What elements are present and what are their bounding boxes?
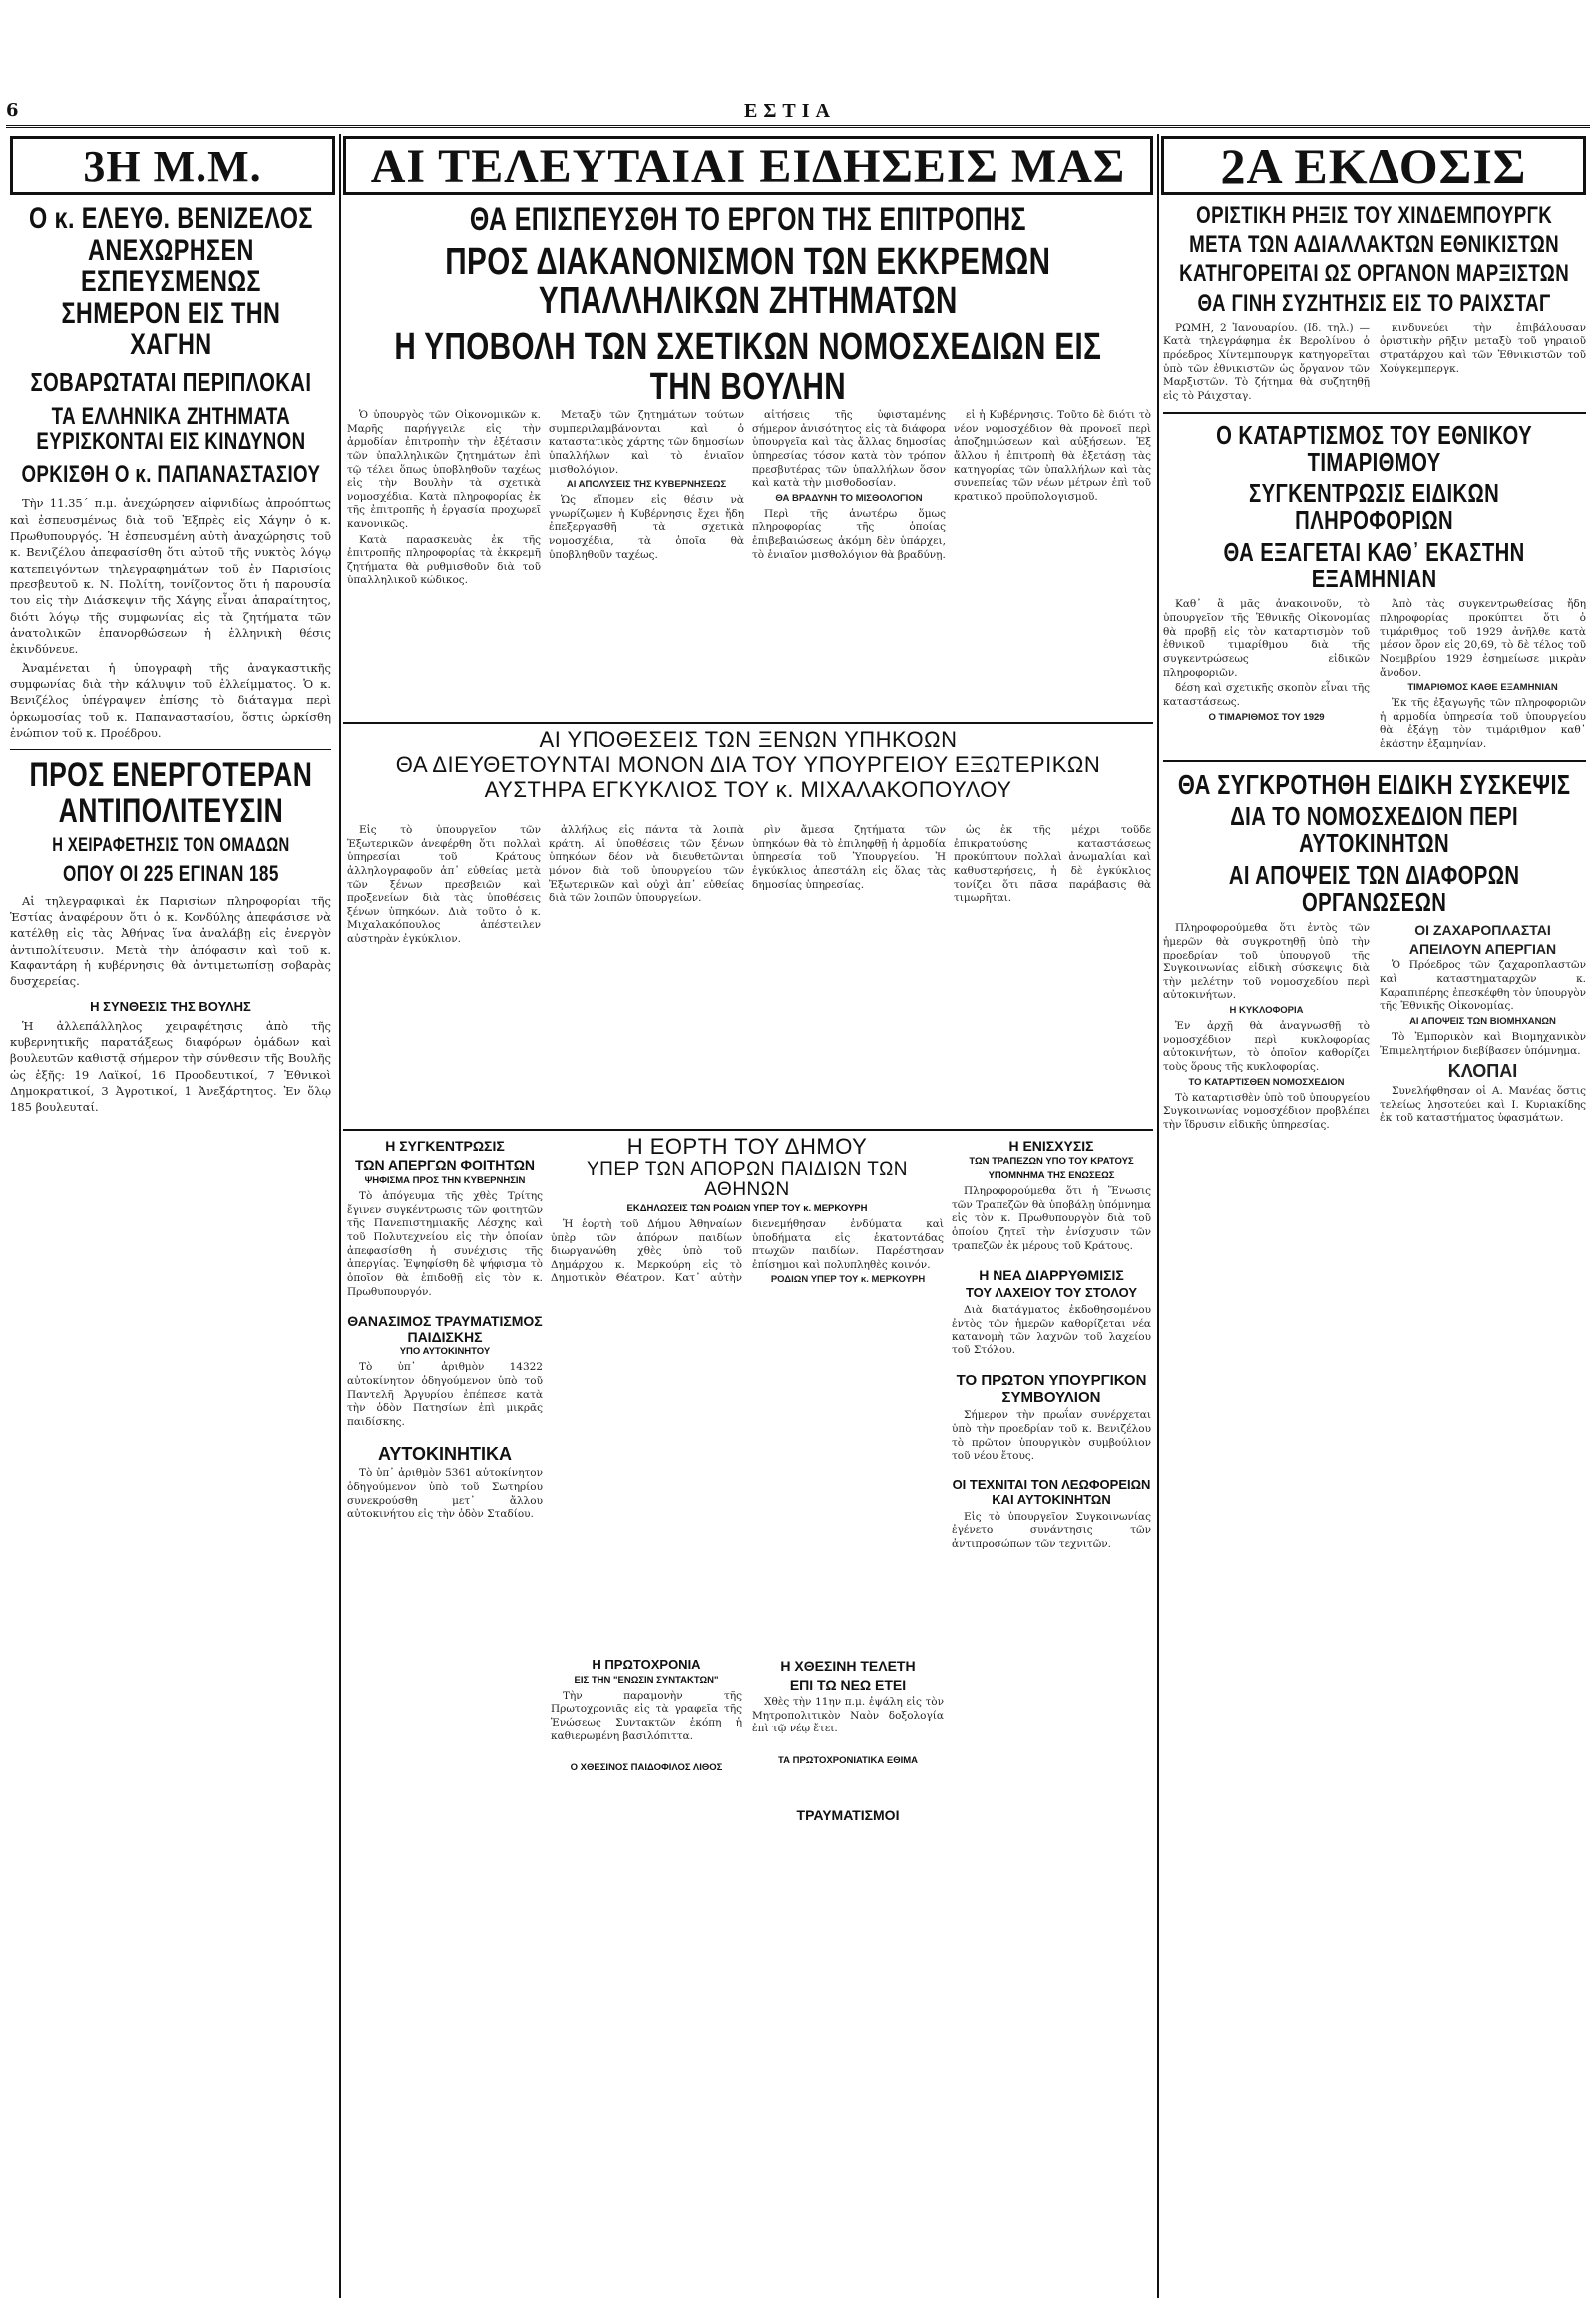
section-subheading: ΤΙΜΑΡΙΘΜΟΣ ΚΑΘΕ ΕΞΑΜΗΝΙΑΝ [1407,682,1558,694]
article-paragraph: Τὸ ὑπ᾽ ἀριθμὸν 5361 αὐτοκίνητον ὁδηγούμενον ὑπὸ τοῦ Σωτηρίου συνεκρούσθη μετ᾽ ἄλλου αὐτοκινήτου εἰς τὴν ὁδὸν Σταδίου. [347,1467,543,1521]
article-headline: ΣΥΓΚΕΝΤΡΩΣΙΣ ΕΙΔΙΚΩΝ ΠΛΗΡΟΦΟΡΙΩΝ [1249,478,1500,536]
section-subheading: ΕΚΔΗΛΩΣΕΙΣ ΤΩΝ ΡΟΔΙΩΝ ΥΠΕΡ ΤΟΥ κ. ΜΕΡΚΟΥΡΗ [626,1202,868,1214]
section-subheading: ΑΙ ΑΠΟΨΕΙΣ ΤΩΝ ΒΙΟΜΗΧΑΝΩΝ [1409,1016,1556,1028]
lower-column-b [551,1135,944,2288]
section-subheading: Η ΚΥΚΛΟΦΟΡΙΑ [1229,1005,1304,1017]
article-headline: ΑΙ ΑΠΟΨΕΙΣ ΤΩΝ ΔΙΑΦΟΡΩΝ ΟΡΓΑΝΩΣΕΩΝ [1229,859,1520,917]
article-headline: ΥΠΕΡ ΤΩΝ ΑΠΟΡΩΝ ΠΑΙΔΙΩΝ ΤΩΝ ΑΘΗΝΩΝ [587,1159,908,1201]
page-number: 6 [6,100,19,121]
article-paragraph: Τὴν 11.35΄ π.μ. ἀνεχώρησεν αἰφνιδίως ἀπροόπτως καὶ ἐσπευσμένως διὰ τοῦ Ἐξπρὲς εἰς Χάγην ὁ κ. Πρωθυπουργός. Ἡ ἐσπευσμένη αὐτὴ ἀναχώρησις τοῦ κ. Βενιζέλου ἀπεφασίσθη ὅτι αὐτοῦ τῆς νυκτὸς λόγῳ κατεπειγόντων τηλεγραφημάτων τοῦ ἐν Παρισίοις πρεσβευτοῦ κ. Ν. Πολίτη, τονίζοντος ὅτι ἡ παρουσία του εἰς τὴν Διάσκεψιν τῆς Χάγης εἶναι ἀπαραίτητος, διότι λόγῳ τῆς συμφωνίας εἰς τὰ ζητήματα τῶν ἀνατολικῶν ἐπανορθώσεων ἡ ἑλληνικὴ θέσις ἐκινδύνευε. [10,496,331,657]
article-headline: ΚΑΤΗΓΟΡΕΙΤΑΙ ΩΣ ΟΡΓΑΝΟΝ ΜΑΡΞΙΣΤΩΝ [1179,260,1570,288]
article-headline: Η ΕΝΙΣΧΥΣΙΣ [1008,1138,1094,1154]
article-headline: Ο ΧΘΕΣΙΝΟΣ ΠΑΙΔΟΦΙΛΟΣ ΛΙΘΟΣ [570,1762,723,1774]
paper-name: ΕΣΤΙΑ [744,100,836,122]
article-headline: ΘΑΝΑΣΙΜΟΣ ΤΡΑΥΜΑΤΙΣΜΟΣ ΠΑΙΔΙΣΚΗΣ [347,1313,543,1345]
center-subcolumn-4 [954,409,1151,718]
article-paragraph: Ἐκ τῆς ἐξαγωγῆς τῶν πληροφοριῶν ἡ ἀρμοδία ὑπηρεσία τοῦ ὑπουργείου θὰ ἐξάγῃ τὸν τιμάριθμον καθ᾽ ἑκάστην ἑξαμηνίαν. [1380,697,1586,751]
foreign-subjects-headlines [345,728,1151,818]
article-headline: ΠΡΟΣ ΕΝΕΡΓΟΤΕΡΑΝ ΑΝΤΙΠΟΛΙΤΕΥΣΙΝ [29,756,312,830]
foreign-subcolumn-2 [549,824,744,1123]
article-paragraph: ἀλλήλως εἰς πάντα τὰ λοιπὰ κράτη. Αἱ ὑποθέσεις τῶν ξένων ὑπηκόων δέον νὰ διευθετῶνται μόνον διὰ τοῦ ὑπουργείου τῶν Ἐξωτερικῶν καὶ οὐχὶ ἀπ᾽ εὐθείας διὰ τῶν λοιπῶν ὑπουργείων. [549,824,744,905]
article-headline: ΟΡΙΣΤΙΚΗ ΡΗΞΙΣ ΤΟΥ ΧΙΝΔΕΜΠΟΥΡΓΚ [1196,203,1553,229]
article-paragraph: ΡΩΜΗ, 2 Ἰανουαρίου. (Ιδ. τηλ.) — Κατὰ τηλεγράφημα ἐκ Βερολίνου ὁ πρόεδρος Χίντεμπουργκ κατηγορεῖται ὑπὸ τῶν ἐθνικιστῶν ὡς ὄργανον τῶν Μαρξιστῶν. Τὸ ζήτημα θὰ συζητηθῇ εἰς τὸ Ράιχσταγ. [1163,321,1370,402]
column-rule [339,134,341,2298]
section-subheading: ΤΟ ΚΑΤΑΡΤΙΣΘΕΝ ΝΟΜΟΣΧΕΔΙΟΝ [1188,1076,1345,1088]
article-paragraph: Ἀπὸ τὰς συγκεντρωθείσας ἤδη πληροφορίας προκύπτει ὅτι ὁ τιμάριθμος τοῦ 1929 ἀνῆλθε κατὰ μέσον ὅρον εἰς 20,69, τὸ δὲ τέλος τοῦ Νοεμβρίου 1929 ἐσημείωσε μικρὰν ἄνοδον. [1380,598,1586,679]
article-headline: ΑΙ ΥΠΟΘΕΣΕΙΣ ΤΩΝ ΞΕΝΩΝ ΥΠΗΚΟΩΝ [539,728,958,752]
section-subheading: Ο ΤΙΜΑΡΙΘΜΟΣ ΤΟΥ 1929 [1208,711,1325,723]
article-paragraph: Πληροφορούμεθα ὅτι ἡ Ἕνωσις τῶν Τραπεζῶν θὰ ὑποβάλῃ ὑπόμνημα εἰς τὸν κ. Πρωθυπουργὸν διὰ τοῦ ὁποίου ζητεῖ τὴν ἐνίσχυσιν τῶν τραπεζῶν ἐκ μέρους τοῦ Κράτους. [952,1184,1151,1252]
column-rule [1157,134,1159,2298]
main-headline: ΘΑ ΕΠΙΣΠΕΥΣΘΗ ΤΟ ΕΡΓΟΝ ΤΗΣ ΕΠΙΤΡΟΠΗΣ [470,203,1026,237]
article-paragraph: κινδυνεύει τὴν ἐπιβάλουσαν ὁριστικὴν ρῆξιν μεταξὺ τοῦ γηραιοῦ στρατάρχου καὶ τῶν Ἐθνικιστῶν τοῦ Χούγκεμπεργκ. [1380,321,1586,375]
divider [1163,760,1586,762]
article-paragraph: Διὰ διατάγματος ἐκδοθησομένου ἐντὸς τῶν ἡμερῶν καθορίζεται νέα κατανομὴ τῶν λαχνῶν τοῦ λαχείου τοῦ Στόλου. [952,1304,1151,1357]
banner-right: 2Α ΕΚΔΟΣΙΣ [1161,136,1586,195]
divider [1163,412,1586,414]
foreign-subcolumn-3 [752,824,946,1123]
section-subheading: ΑΙ ΑΠΟΛΥΣΕΙΣ ΤΗΣ ΚΥΒΕΡΝΗΣΕΩΣ [566,479,727,491]
article-headline: ΤΩΝ ΤΡΑΠΕΖΩΝ ΥΠΟ ΤΟΥ ΚΡΑΤΟΥΣ [969,1156,1134,1168]
lower-column-c [952,1135,1151,2288]
article-paragraph: ὡς ἐκ τῆς μέχρι τοῦδε ἐπικρατούσης καταστάσεως προκύπτουν πολλαὶ ἀνωμαλίαι καὶ καθυστερήσεις, ἡ δὲ ἐγκύκλιος τονίζει ὅτι πᾶσα παράβασις θὰ τιμωρῆται. [954,824,1151,905]
article-headline: Η ΝΕΑ ΔΙΑΡΡΥΘΜΙΣΙΣ [979,1267,1124,1284]
article-paragraph: Ἡ ἀλλεπάλληλος χειραφέτησις ἀπὸ τῆς κυβερνητικῆς παρατάξεως διαφόρων ὁμάδων καὶ βουλευτῶν καθιστᾷ σήμερον τὴν σύνθεσιν τῆς Βουλῆς ὡς ἑξῆς: 19 Λαϊκοί, 16 Προοδευτικοί, 7 Ἐθνικοὶ Δημοκρατικοί, 3 Ἀγροτικοί, 1 Ἀνεξάρτητος. Ἐν ὅλῳ 185 βουλευταί. [10,1018,331,1115]
article-headline: ΤΟ ΠΡΩΤΟΝ ΥΠΟΥΡΓΙΚΟΝ ΣΥΜΒΟΥΛΙΟΝ [956,1371,1147,1406]
article-paragraph: Ὡς εἴπομεν εἰς θέσιν νὰ γνωρίζωμεν ἡ Κυβέρνησις ἔχει ἤδη ἐπεξεργασθῆ τὰ σχετικὰ νομοσχέδια, τὰ ὁποῖα θὰ ὑποβληθοῦν ταχέως. [549,494,744,561]
article-headline: ΚΛΟΠΑΙ [1447,1061,1518,1082]
section-subheading: ΥΠΟΜΝΗΜΑ ΤΗΣ ΕΝΩΣΕΩΣ [988,1170,1115,1182]
article-paragraph: Ὁ ὑπουργὸς τῶν Οἰκονομικῶν κ. Μαρῆς παρήγγειλε εἰς τὴν ἁρμοδίαν ἐπιτροπὴν τὴν ἐξέτασιν τῶν ὑπαλληλικῶν ζητημάτων ἐπὶ τῷ τέλει ὅπως ὑποβληθοῦν ταχέως εἰς τὴν Βουλὴν τὰ σχετικὰ νομοσχέδια. Κατὰ πληροφορίας ἐκ τῆς ἐπιτροπῆς ἡ ἐργασία προχωρεῖ κανονικῶς. [347,409,541,531]
article-headline: ΟΠΟΥ ΟΙ 225 ΕΓΙΝΑΝ 185 [62,860,279,886]
center-subcolumn-3 [752,409,946,718]
article-paragraph: Κατὰ παρασκευὰς ἐκ τῆς ἐπιτροπῆς πληροφορίας τὰ ἐκκρεμῆ ζητήματα θὰ ρυθμισθοῦν διὰ τοῦ ὑπαλληλικοῦ κώδικος. [347,533,541,586]
article-paragraph: Εἰς τὸ ὑπουργεῖον Συγκοινωνίας ἐγένετο συνάντησις τῶν ἀντιπροσώπων τῶν τεχνιτῶν. [952,1510,1151,1550]
article-paragraph: Περὶ τῆς ἀνωτέρω ὅμως πληροφορίας τῆς ὁποίας ἐπιβεβαιώσεως ἀκόμη δὲν ὑπάρχει, τὸ ἑνιαῖον μισθολόγιον θὰ βραδύνῃ. [752,507,946,561]
divider [10,749,331,750]
main-headline: Η ΥΠΟΒΟΛΗ ΤΩΝ ΣΧΕΤΙΚΩΝ ΝΟΜΟΣΧΕΔΙΩΝ ΕΙΣ ΤΗΝ ΒΟΥΛΗΝ [394,326,1102,403]
article-headline: Ο κ. ΕΛΕΥΘ. ΒΕΝΙΖΕΛΟΣ ΑΝΕΧΩΡΗΣΕΝ ΕΣΠΕΥΣΜΕΝΩΣ ΣΗΜΕΡΟΝ ΕΙΣ ΤΗΝ ΧΑΓΗΝ [28,203,313,361]
banner-center: ΑΙ ΤΕΛΕΥΤΑΙΑΙ ΕΙΔΗΣΕΙΣ ΜΑΣ [343,136,1153,195]
article-paragraph: ρὶν ἄμεσα ζητήματα τῶν ὑπηκόων θὰ τὸ ἐπιληφθῇ ἡ ἀρμοδία ὑπηρεσία τοῦ Ὑπουργείου. Ἡ ἐγκύκλιος ἀπεστάλη εἰς ὅλας τὰς δημοσίας ὑπηρεσίας. [752,824,946,891]
foreign-subcolumn-1 [347,824,541,1123]
article-headline: ΟΙ ΖΑΧΑΡΟΠΛΑΣΤΑΙ [1414,922,1551,939]
article-paragraph: Καθ᾽ ἃ μᾶς ἀνακοινοῦν, τὸ ὑπουργεῖον τῆς Ἐθνικῆς Οἰκονομίας θὰ προβῇ εἰς τὸν καταρτισμὸν τοῦ ἐθνικοῦ τιμαρίθμου διὰ τῆς συγκεντρώσεως εἰδικῶν πληροφοριῶν. [1163,598,1370,679]
article-headline: ΔΙΑ ΤΟ ΝΟΜΟΣΧΕΔΙΟΝ ΠΕΡΙ ΑΥΤΟΚΙΝΗΤΩΝ [1230,801,1519,859]
article-headline: ΤΟΥ ΛΑΧΕΙΟΥ ΤΟΥ ΣΤΟΛΟΥ [965,1285,1138,1301]
article-headline: ΕΠΙ ΤΩ ΝΕΩ ΕΤΕΙ [789,1676,907,1693]
article-paragraph: εἰ ἡ Κυβέρνησις. Τοῦτο δὲ διότι τὸ νέον νομοσχέδιον θὰ προνοεῖ περὶ ἀποζημιώσεων καὶ αὐξήσεων. Ἐξ ἄλλου ἡ ἐπιτροπὴ θὰ ἐξετάσῃ τὰς κατηγορίας τῶν ὑπαλλήλων καὶ τὰς συνεπείας τῶν νέων μέτρων ἐπὶ τοῦ κρατικοῦ προϋπολογισμοῦ. [954,409,1151,503]
section-subheading: ΕΙΣ ΤΗΝ "ΕΝΩΣΙΝ ΣΥΝΤΑΚΤΩΝ" [574,1674,719,1686]
article-headline: ΣΟΒΑΡΩΤΑΤΑΙ ΠΕΡΙΠΛΟΚΑΙ [30,366,311,397]
article-paragraph: Τὸ ἀπόγευμα τῆς χθὲς Τρίτης ἔγινεν συγκέντρωσις τῶν φοιτητῶν τῆς Πανεπιστημιακῆς Λέσχης καὶ τοῦ Πολυτεχνείου εἰς τὴν ὁποίαν ἀπεφασίσθη ἡ συνέχισις τῆς ἀπεργίας. Ἐψηφίσθη δὲ ψήφισμα τὸ ὁποῖον θὰ ἐπιδοθῇ εἰς τὸν κ. Πρωθυπουργόν. [347,1190,543,1298]
article-headline: ΤΩΝ ΑΠΕΡΓΩΝ ΦΟΙΤΗΤΩΝ [354,1157,536,1174]
article-paragraph: Τὸ ὑπ᾽ ἀριθμὸν 14322 αὐτοκίνητον ὁδηγούμενον ὑπὸ τοῦ Παντελῆ Ἀργυρίου ἐπέπεσε κατὰ τὴν ὁδὸν Πατησίων ἐπὶ μικρᾶς παιδίσκης. [347,1361,543,1428]
center-subcolumn-1 [347,409,541,718]
right-column [1163,203,1586,2288]
article-paragraph: Ἐν ἀρχῇ θὰ ἀναγνωσθῇ τὸ νομοσχέδιον περὶ κυκλοφορίας αὐτοκινήτων, τὸ ὁποῖον καθορίζει τοὺς ὅρους τῆς κυκλοφορίας. [1163,1020,1370,1073]
article-headline: ΘΑ ΓΙΝΗ ΣΥΖΗΤΗΣΙΣ ΕΙΣ ΤΟ ΡΑΙΧΣΤΑΓ [1197,289,1552,317]
article-headline: ΑΥΤΟΚΙΝΗΤΙΚΑ [377,1443,513,1464]
section-subheading: ΘΑ ΒΡΑΔΥΝΗ ΤΟ ΜΙΣΘΟΛΟΓΙΟΝ [775,492,923,504]
article-paragraph: Τὸ Ἐμπορικὸν καὶ Βιομηχανικὸν Ἐπιμελητήριον διεβίβασεν ὑπόμνημα. [1380,1030,1586,1057]
article-headline: ΤΑ ΕΛΛΗΝΙΚΑ ΖΗΤΗΜΑΤΑ ΕΥΡΙΣΚΟΝΤΑΙ ΕΙΣ ΚΙΝΔΥΝΟΝ [35,402,306,455]
section-subheading: Η ΣΥΝΘΕΣΙΣ ΤΗΣ ΒΟΥΛΗΣ [90,998,251,1014]
masthead [6,100,1590,128]
article-headline: Η ΧΕΙΡΑΦΕΤΗΣΙΣ ΤΟΝ ΟΜΑΔΩΝ [51,834,290,856]
article-headline: ΑΥΣΤΗΡΑ ΕΓΚΥΚΛΙΟΣ ΤΟΥ κ. ΜΙΧΑΛΑΚΟΠΟΥΛΟΥ [484,777,1012,803]
article-paragraph: Σήμερον τὴν πρωΐαν συνέρχεται ὑπὸ τὴν προεδρίαν τοῦ κ. Βενιζέλου τὸ πρῶτον ὑπουργικὸν συμβούλιον τοῦ νέου ἔτους. [952,1409,1151,1463]
left-column [10,203,331,2288]
article-paragraph: Συνελήφθησαν οἱ Α. Μανέας ὅστις τελείως λησοτεύει καὶ Ι. Κυριακίδης ἐκ τοῦ καταστήματος ὑφασμάτων. [1380,1084,1586,1125]
article-headline: Η ΧΘΕΣΙΝΗ ΤΕΛΕΤΗ [780,1657,916,1674]
center-headlines [345,203,1151,403]
article-paragraph: Ὁ Πρόεδρος τῶν ζαχαροπλαστῶν καὶ καταστηματαρχῶν κ. Καραπιπέρης ἐπεσκέφθη τὸν ὑπουργὸν τῆς Ἐθνικῆς Οἰκονομίας. [1380,959,1586,1013]
article-paragraph: Μεταξὺ τῶν ζητημάτων τούτων συμπεριλαμβάνονται καὶ ὁ καταστατικὸς χάρτης τῶν δημοσίων ὑπαλλήλων καὶ τὸ ἑνιαῖον μισθολόγιον. [549,409,744,476]
article-headline: ΜΕΤΑ ΤΩΝ ΑΔΙΑΛΛΑΚΤΩΝ ΕΘΝΙΚΙΣΤΩΝ [1189,231,1560,259]
article-headline: ΘΑ ΕΞΑΓΕΤΑΙ ΚΑΘ᾽ ΕΚΑΣΤΗΝ ΕΞΑΜΗΝΙΑΝ [1223,536,1526,594]
article-paragraph: Αἱ τηλεγραφικαὶ ἐκ Παρισίων πληροφορίαι τῆς Ἑστίας ἀναφέρουν ὅτι ὁ κ. Κονδύλης ἀπεφάσισε νὰ κατέλθῃ εἰς τὰς Ἀθήνας ἵνα ἀναλάβῃ εἰς ἐνεργὸν ἀντιπολίτευσιν. Μετὰ τὴν ἀπόφασιν καὶ τοῦ κ. Καφαντάρη ἡ κυβέρνησις θὰ ἀντιμετωπίσῃ σοβαρὰς δυσχερείας. [10,893,331,989]
article-paragraph: Ἀναμένεται ἡ ὑπογραφὴ τῆς ἀναγκαστικῆς συμφωνίας διὰ τὴν κάλυψιν τοῦ ἐλλείμματος. Ὁ κ. Βενιζέλος ὑπέγραψεν ἐπίσης τὸ διάταγμα περὶ ὁρκωμοσίας τοῦ κ. Παπαναστασίου, ὅστις ὡρκίσθη ἐνώπιον τοῦ κ. Προέδρου. [10,660,331,740]
article-paragraph: Πληροφορούμεθα ὅτι ἐντὸς τῶν ἡμερῶν θὰ συγκροτηθῇ ὑπὸ τὴν προεδρίαν τοῦ ὑπουργοῦ τῆς Συγκοινωνίας εἰδικὴ σύσκεψις διὰ τὴν μελέτην τοῦ νομοσχεδίου περὶ αὐτοκινήτων. [1163,922,1370,1002]
article-paragraph: δέση καὶ σχετικῆς σκοπὸν εἶναι τῆς καταστάσεως. [1163,682,1370,708]
main-headline: ΠΡΟΣ ΔΙΑΚΑΝΟΝΙΣΜΟΝ ΤΩΝ ΕΚΚΡΕΜΩΝ ΥΠΑΛΛΗΛΙΚΩΝ ΖΗΤΗΜΑΤΩΝ [445,240,1051,323]
article-paragraph: αἰτήσεις τῆς ὑφισταμένης σήμερον ἀνισότητος εἰς τὰ διάφορα ὑπουργεῖα καὶ τὰς ἄλλας δημοσίας ὑπηρεσίας τόσον κατὰ τὸν τρόπον πρεσβυτέρας τῶν ὑπαλλήλων ὅσον καὶ κατὰ τὴν μισθοδοσίαν. [752,409,946,490]
article-headline: Η ΕΟΡΤΗ ΤΟΥ ΔΗΜΟΥ [626,1135,868,1159]
article-headline: ΑΠΕΙΛΟΥΝ ΑΠΕΡΓΙΑΝ [1408,941,1557,958]
article-paragraph: Ἡ ἑορτὴ τοῦ Δήμου Ἀθηναίων ὑπὲρ τῶν ἀπόρων παιδίων διωργανώθη χθὲς ὑπὸ τοῦ Δημάρχου κ. Μερκούρη εἰς τὸ Δημοτικὸν Θέατρον. Κατ᾽ αὐτὴν διενεμήθησαν ἐνδύματα καὶ ὑποδήματα εἰς ἑκατοντάδας πτωχῶν παιδίων. Παρέστησαν ἐπίσημοι καὶ πολυπληθὲς κοινόν. [551,1217,944,1285]
divider [343,1129,1153,1131]
article-paragraph: Εἰς τὸ ὑπουργεῖον τῶν Ἐξωτερικῶν ἀνεφέρθη ὅτι πολλαὶ ὑπηρεσίαι τοῦ Κράτους ἀλληλογραφοῦν ἀπ᾽ εὐθείας μετὰ τῶν ξένων πρεσβειῶν καὶ προξενείων διὰ τὰς ὑποθέσεις ξένων ὑπηκόων. Διὰ τοῦτο ὁ κ. Μιχαλακόπουλος ἀπέστειλεν αὐστηρὰν ἐγκύκλιον. [347,824,541,946]
article-paragraph: Τὸ καταρτισθὲν ὑπὸ τοῦ ὑπουργείου Συγκοινωνίας νομοσχέδιον προβλέπει τὴν ἵδρυσιν εἰδικῆς ὑπηρεσίας. [1163,1091,1370,1131]
foreign-subcolumn-4 [954,824,1151,1123]
center-subcolumn-2 [549,409,744,718]
article-headline: ΤΡΑΥΜΑΤΙΣΜΟΙ [796,1806,900,1823]
article-headline: ΘΑ ΔΙΕΥΘΕΤΟΥΝΤΑΙ ΜΟΝΟΝ ΔΙΑ ΤΟΥ ΥΠΟΥΡΓΕΙΟΥ ΕΞΩΤΕΡΙΚΩΝ [395,752,1101,778]
article-headline: ΘΑ ΣΥΓΚΡΟΤΗΘΗ ΕΙΔΙΚΗ ΣΥΣΚΕΨΙΣ [1178,768,1571,800]
lower-column-a [347,1135,543,2288]
section-subheading: ΨΗΦΙΣΜΑ ΠΡΟΣ ΤΗΝ ΚΥΒΕΡΝΗΣΙΝ [364,1175,526,1187]
banner-left: 3Η Μ.Μ. [10,136,335,195]
section-subheading: ΡΟΔΙΩΝ ΥΠΕΡ ΤΟΥ κ. ΜΕΡΚΟΥΡΗ [770,1274,926,1286]
article-headline: ΤΑ ΠΡΩΤΟΧΡΟΝΙΑΤΙΚΑ ΕΘΙΜΑ [777,1755,918,1766]
article-paragraph: Τὴν παραμονὴν τῆς Πρωτοχρονιᾶς εἰς τὰ γραφεῖα τῆς Ἑνώσεως Συντακτῶν ἐκόπη ἡ καθιερωμένη βασιλόπιττα. [551,1689,742,1742]
section-subheading: ΥΠΟ ΑΥΤΟΚΙΝΗΤΟΥ [399,1346,491,1358]
article-headline: ΟΡΚΙΣΘΗ Ο κ. ΠΑΠΑΝΑΣΤΑΣΙΟΥ [21,461,320,489]
article-headline: Η ΣΥΓΚΕΝΤΡΩΣΙΣ [385,1138,505,1154]
article-headline: Ο ΚΑΤΑΡΤΙΣΜΟΣ ΤΟΥ ΕΘΝΙΚΟΥ ΤΙΜΑΡΙΘΜΟΥ [1216,419,1533,477]
divider [343,722,1153,724]
article-headline: Η ΠΡΩΤΟΧΡΟΝΙΑ [592,1656,701,1672]
article-headline: ΟΙ ΤΕΧΝΙΤΑΙ ΤΟΝ ΛΕΩΦΟΡΕΙΩΝ ΚΑΙ ΑΥΤΟΚΙΝΗΤΩΝ [952,1476,1151,1507]
article-paragraph: Χθὲς τὴν 11ην π.μ. ἐψάλη εἰς τὸν Μητροπολιτικὸν Ναὸν δοξολογία ἐπὶ τῷ νέῳ ἔτει. [752,1696,944,1735]
